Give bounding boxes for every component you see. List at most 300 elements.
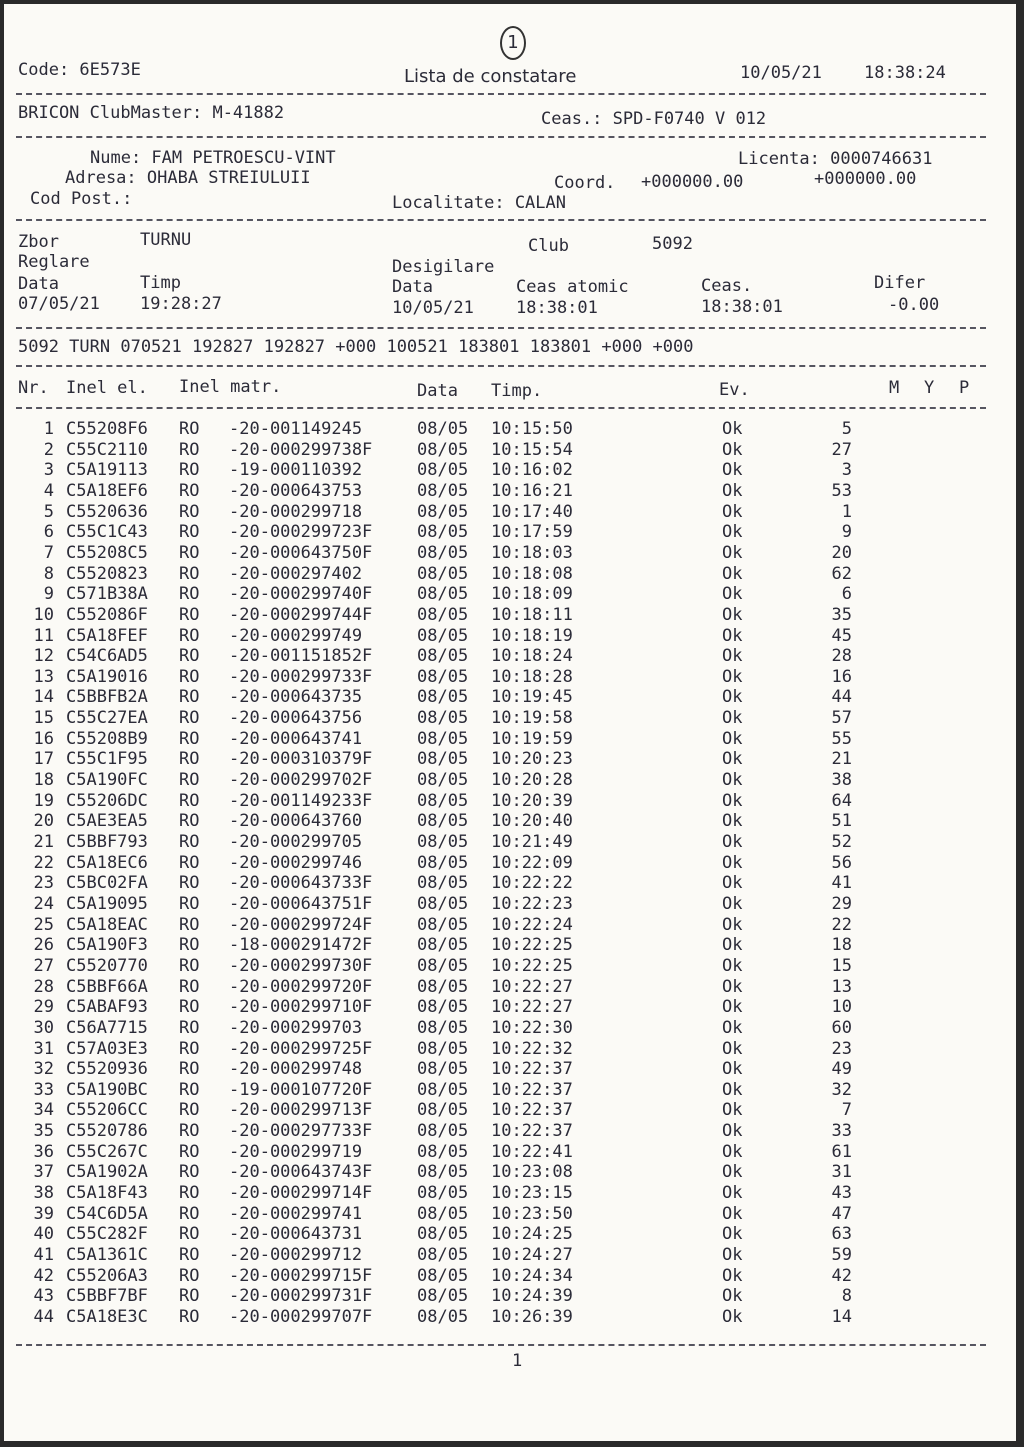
row-time: 10:18:09 <box>491 584 573 605</box>
col-m: M <box>889 378 900 398</box>
row-value: 7 <box>841 1100 852 1121</box>
table-row <box>4 1061 1016 1081</box>
row-date: 08/05 <box>417 914 469 935</box>
table-row <box>4 893 1016 916</box>
row-value: 38 <box>831 770 852 791</box>
row-country: RO <box>179 1183 200 1204</box>
row-time: 10:26:39 <box>491 1306 573 1327</box>
reglare-timp-label: Timp <box>140 273 181 293</box>
row-value: 6 <box>841 584 852 605</box>
row-nr: 30 <box>33 1017 54 1038</box>
row-value: 27 <box>831 439 852 460</box>
row-inel-el: C55208B9 <box>66 728 148 749</box>
row-event: Ok <box>722 914 743 935</box>
row-inel-el: C5BBFB2A <box>66 687 148 708</box>
row-nr: 32 <box>33 1059 54 1080</box>
row-inel-matr: -20-000643733F <box>229 873 373 894</box>
row-value: 59 <box>831 1245 852 1265</box>
row-inel-el: C571B38A <box>66 584 148 605</box>
table-row <box>4 625 1016 648</box>
col-data: Data <box>417 381 458 401</box>
row-event: Ok <box>722 749 743 770</box>
row-event: Ok <box>722 563 743 584</box>
row-inel-matr: -20-000299705 <box>229 832 363 852</box>
row-time: 10:18:03 <box>491 542 573 563</box>
table-row <box>4 501 1016 524</box>
row-inel-el: C55C282F <box>66 1224 148 1245</box>
row-value: 1 <box>841 501 852 522</box>
row-country: RO <box>179 1306 200 1327</box>
row-nr: 16 <box>33 728 54 749</box>
row-time: 10:24:34 <box>491 1265 573 1286</box>
row-value: 15 <box>831 955 852 976</box>
row-inel-el: C5BBF793 <box>66 832 148 852</box>
row-value: 22 <box>831 914 852 935</box>
row-event: Ok <box>722 1286 743 1307</box>
row-event: Ok <box>722 1306 743 1327</box>
row-date: 08/05 <box>417 1183 469 1204</box>
row-nr: 17 <box>33 749 54 770</box>
row-time: 10:16:02 <box>491 460 573 481</box>
row-date: 08/05 <box>417 811 469 832</box>
row-event: Ok <box>722 542 743 563</box>
row-time: 10:18:11 <box>491 604 573 625</box>
row-date: 08/05 <box>417 1162 469 1183</box>
row-value: 14 <box>831 1306 852 1327</box>
row-inel-el: C5A190BC <box>66 1079 148 1100</box>
col-p: P <box>959 378 970 398</box>
row-inel-el: C55206CC <box>66 1100 148 1121</box>
row-date: 08/05 <box>417 749 469 770</box>
row-country: RO <box>179 1121 200 1142</box>
row-nr: 3 <box>43 460 54 481</box>
row-time: 10:18:28 <box>491 666 573 687</box>
coord-y: +000000.00 <box>814 169 917 189</box>
row-nr: 31 <box>33 1038 54 1059</box>
row-country: RO <box>179 439 200 460</box>
row-inel-el: C55206DC <box>66 790 148 811</box>
desig-data-label: Data <box>392 277 433 297</box>
row-country: RO <box>179 832 200 852</box>
row-inel-matr: -20-000299707F <box>229 1306 373 1327</box>
row-nr: 33 <box>33 1079 54 1100</box>
zbor-value: TURNU <box>140 230 192 250</box>
row-inel-matr: -20-000299719 <box>229 1141 363 1162</box>
row-nr: 39 <box>33 1203 54 1224</box>
row-inel-el: C5ABAF93 <box>66 997 148 1018</box>
row-nr: 18 <box>33 770 54 791</box>
header-date: 10/05/21 <box>740 63 822 83</box>
row-country: RO <box>179 1079 200 1100</box>
row-country: RO <box>179 1141 200 1162</box>
row-value: 61 <box>831 1141 852 1162</box>
col-inel-matr: Inel matr. <box>179 377 282 397</box>
page-number: 1 <box>512 1351 523 1371</box>
code-text: Code: 6E573E <box>18 60 141 80</box>
row-date: 08/05 <box>417 522 469 543</box>
row-time: 10:18:24 <box>491 646 573 667</box>
row-time: 10:19:45 <box>491 687 573 708</box>
row-inel-matr: -20-000643743F <box>229 1162 373 1183</box>
row-value: 49 <box>831 1059 852 1080</box>
row-event: Ok <box>722 1265 743 1286</box>
row-time: 10:20:40 <box>491 811 573 832</box>
row-value: 9 <box>841 522 852 543</box>
row-value: 45 <box>831 625 852 646</box>
divider <box>16 219 986 221</box>
row-date: 08/05 <box>417 935 469 956</box>
row-value: 20 <box>831 542 852 563</box>
row-event: Ok <box>722 1121 743 1142</box>
owner-address: Adresa: OHABA STREIULUII <box>65 168 311 188</box>
row-time: 10:22:37 <box>491 1059 573 1080</box>
row-value: 55 <box>831 728 852 749</box>
row-country: RO <box>179 976 200 997</box>
row-inel-matr: -20-000297733F <box>229 1121 373 1142</box>
row-inel-matr: -20-000299749 <box>229 625 363 646</box>
row-inel-el: C55C267C <box>66 1141 148 1162</box>
row-inel-el: C5A18F43 <box>66 1183 148 1204</box>
row-inel-el: C5A190F3 <box>66 935 148 956</box>
row-nr: 27 <box>33 955 54 976</box>
row-value: 35 <box>831 604 852 625</box>
clock-time: 18:38:01 <box>701 297 783 317</box>
table-row <box>4 421 1016 441</box>
table-row <box>4 1038 1016 1061</box>
row-event: Ok <box>722 708 743 729</box>
row-inel-matr: -20-001149245 <box>229 419 363 439</box>
row-inel-el: C55208C5 <box>66 542 148 563</box>
row-inel-el: C5BC02FA <box>66 873 148 894</box>
row-value: 16 <box>831 666 852 687</box>
row-event: Ok <box>722 419 743 439</box>
row-value: 32 <box>831 1079 852 1100</box>
row-date: 08/05 <box>417 480 469 501</box>
row-country: RO <box>179 666 200 687</box>
table-row <box>4 914 1016 937</box>
row-date: 08/05 <box>417 419 469 439</box>
row-nr: 20 <box>33 811 54 832</box>
row-value: 52 <box>831 832 852 852</box>
row-value: 62 <box>831 563 852 584</box>
row-event: Ok <box>722 460 743 481</box>
table-row <box>4 524 1016 544</box>
row-date: 08/05 <box>417 1038 469 1059</box>
row-inel-matr: -20-000299715F <box>229 1265 373 1286</box>
row-time: 10:22:25 <box>491 935 573 956</box>
row-event: Ok <box>722 584 743 605</box>
row-inel-matr: -20-000643750F <box>229 542 373 563</box>
row-date: 08/05 <box>417 460 469 481</box>
row-inel-matr: -20-000643741 <box>229 728 363 749</box>
row-inel-matr: -20-001151852F <box>229 646 373 667</box>
row-inel-matr: -20-000299740F <box>229 584 373 605</box>
row-value: 31 <box>831 1162 852 1183</box>
row-inel-matr: -20-000310379F <box>229 749 373 770</box>
row-nr: 37 <box>33 1162 54 1183</box>
row-time: 10:23:50 <box>491 1203 573 1224</box>
row-time: 10:15:50 <box>491 419 573 439</box>
postcode-label: Cod Post.: <box>30 189 133 209</box>
row-value: 56 <box>831 852 852 873</box>
col-y: Y <box>924 378 935 398</box>
row-event: Ok <box>722 976 743 997</box>
row-nr: 9 <box>43 584 54 605</box>
row-inel-matr: -20-000299738F <box>229 439 373 460</box>
row-inel-el: C5520636 <box>66 501 148 522</box>
document-title: Lista de constatare <box>404 66 577 87</box>
table-row <box>4 834 1016 854</box>
row-nr: 13 <box>33 666 54 687</box>
row-country: RO <box>179 955 200 976</box>
row-nr: 11 <box>33 625 54 646</box>
device-name: BRICON ClubMaster: M-41882 <box>18 103 285 123</box>
handwritten-page-mark: 1 <box>500 26 526 60</box>
row-time: 10:22:37 <box>491 1121 573 1142</box>
row-inel-matr: -20-000299731F <box>229 1286 373 1307</box>
row-inel-matr: -20-000297402 <box>229 563 363 584</box>
row-time: 10:24:39 <box>491 1286 573 1307</box>
row-time: 10:22:24 <box>491 914 573 935</box>
row-time: 10:20:28 <box>491 770 573 791</box>
club-value: 5092 <box>652 234 693 254</box>
row-date: 08/05 <box>417 542 469 563</box>
row-inel-matr: -20-000299748 <box>229 1059 363 1080</box>
row-inel-el: C5A19095 <box>66 893 148 914</box>
row-time: 10:18:19 <box>491 625 573 646</box>
reglare-date: 07/05/21 <box>18 294 100 314</box>
row-inel-matr: -20-000299710F <box>229 997 373 1018</box>
table-row <box>4 999 1016 1019</box>
row-date: 08/05 <box>417 1079 469 1100</box>
row-time: 10:16:21 <box>491 480 573 501</box>
row-nr: 44 <box>33 1306 54 1327</box>
row-date: 08/05 <box>417 728 469 749</box>
row-event: Ok <box>722 728 743 749</box>
row-inel-el: C54C6D5A <box>66 1203 148 1224</box>
ceas-label: Ceas. <box>701 276 753 296</box>
row-inel-el: C5A19113 <box>66 460 148 481</box>
row-inel-el: C5A19016 <box>66 666 148 687</box>
row-value: 23 <box>831 1038 852 1059</box>
row-inel-el: C57A03E3 <box>66 1038 148 1059</box>
row-inel-el: C552086F <box>66 604 148 625</box>
row-nr: 5 <box>43 501 54 522</box>
row-inel-matr: -20-000299746 <box>229 852 363 873</box>
col-inel-el: Inel el. <box>66 378 148 398</box>
table-row <box>4 480 1016 503</box>
row-date: 08/05 <box>417 873 469 894</box>
row-country: RO <box>179 1038 200 1059</box>
row-event: Ok <box>722 790 743 811</box>
row-event: Ok <box>722 1038 743 1059</box>
table-row <box>4 772 1016 792</box>
row-inel-el: C5A18E3C <box>66 1306 148 1327</box>
row-inel-matr: -20-000299744F <box>229 604 373 625</box>
locality: Localitate: CALAN <box>392 193 566 213</box>
row-time: 10:22:32 <box>491 1038 573 1059</box>
row-inel-matr: -20-000299741 <box>229 1203 363 1224</box>
row-time: 10:18:08 <box>491 563 573 584</box>
table-row <box>4 728 1016 751</box>
row-inel-matr: -20-000643731 <box>229 1224 363 1245</box>
row-nr: 42 <box>33 1265 54 1286</box>
row-time: 10:19:58 <box>491 708 573 729</box>
row-event: Ok <box>722 480 743 501</box>
row-event: Ok <box>722 873 743 894</box>
row-event: Ok <box>722 1162 743 1183</box>
club-label: Club <box>528 236 569 256</box>
row-inel-matr: -20-000299724F <box>229 914 373 935</box>
divider <box>16 1344 986 1346</box>
difer-value: -0.00 <box>888 295 940 315</box>
row-country: RO <box>179 770 200 791</box>
desigilare-date: 10/05/21 <box>392 298 474 318</box>
row-inel-matr: -20-000299718 <box>229 501 363 522</box>
table-row <box>4 1306 1016 1329</box>
row-inel-el: C5520823 <box>66 563 148 584</box>
row-date: 08/05 <box>417 1286 469 1307</box>
table-row <box>4 1017 1016 1040</box>
table-row <box>4 586 1016 606</box>
row-nr: 10 <box>33 604 54 625</box>
table-row <box>4 710 1016 730</box>
row-time: 10:22:22 <box>491 873 573 894</box>
row-country: RO <box>179 501 200 522</box>
row-value: 42 <box>831 1265 852 1286</box>
row-nr: 34 <box>33 1100 54 1121</box>
row-inel-el: C5A1902A <box>66 1162 148 1183</box>
row-event: Ok <box>722 1017 743 1038</box>
row-nr: 15 <box>33 708 54 729</box>
zbor-label: Zbor <box>18 232 59 252</box>
divider <box>16 93 986 95</box>
row-inel-matr: -20-000299730F <box>229 955 373 976</box>
table-row <box>4 875 1016 895</box>
row-event: Ok <box>722 1203 743 1224</box>
table-row <box>4 604 1016 627</box>
row-time: 10:22:30 <box>491 1017 573 1038</box>
row-value: 51 <box>831 811 852 832</box>
table-row <box>4 1123 1016 1143</box>
row-inel-matr: -20-000299703 <box>229 1017 363 1038</box>
table-row <box>4 751 1016 771</box>
row-event: Ok <box>722 997 743 1018</box>
row-time: 10:22:27 <box>491 976 573 997</box>
coord-x: +000000.00 <box>641 172 744 192</box>
row-date: 08/05 <box>417 852 469 873</box>
row-value: 29 <box>831 893 852 914</box>
row-country: RO <box>179 1017 200 1038</box>
row-date: 08/05 <box>417 666 469 687</box>
row-nr: 29 <box>33 997 54 1018</box>
row-value: 18 <box>831 935 852 956</box>
row-event: Ok <box>722 1245 743 1265</box>
row-event: Ok <box>722 1141 743 1162</box>
row-country: RO <box>179 687 200 708</box>
atomic-clock-time: 18:38:01 <box>516 298 598 318</box>
row-inel-matr: -20-000643760 <box>229 811 363 832</box>
row-nr: 35 <box>33 1121 54 1142</box>
row-inel-matr: -20-000643751F <box>229 893 373 914</box>
row-inel-matr: -20-000643735 <box>229 687 363 708</box>
row-date: 08/05 <box>417 1100 469 1121</box>
row-event: Ok <box>722 1224 743 1245</box>
table-row <box>4 563 1016 586</box>
row-country: RO <box>179 1203 200 1224</box>
row-value: 60 <box>831 1017 852 1038</box>
row-event: Ok <box>722 832 743 852</box>
row-time: 10:22:27 <box>491 997 573 1018</box>
row-value: 57 <box>831 708 852 729</box>
divider <box>16 136 986 138</box>
row-nr: 28 <box>33 976 54 997</box>
row-time: 10:22:37 <box>491 1079 573 1100</box>
row-country: RO <box>179 749 200 770</box>
table-row <box>4 1203 1016 1226</box>
row-time: 10:19:59 <box>491 728 573 749</box>
row-value: 41 <box>831 873 852 894</box>
row-inel-matr: -20-000643756 <box>229 708 363 729</box>
row-date: 08/05 <box>417 708 469 729</box>
row-inel-el: C55C1F95 <box>66 749 148 770</box>
owner-name: Nume: FAM PETROESCU-VINT <box>90 148 336 168</box>
row-country: RO <box>179 522 200 543</box>
row-country: RO <box>179 1265 200 1286</box>
row-date: 08/05 <box>417 1306 469 1327</box>
row-date: 08/05 <box>417 625 469 646</box>
row-value: 10 <box>831 997 852 1018</box>
row-inel-matr: -20-000299733F <box>229 666 373 687</box>
ceas-atomic-label: Ceas atomic <box>516 277 629 297</box>
table-row <box>4 976 1016 999</box>
row-country: RO <box>179 604 200 625</box>
row-nr: 7 <box>43 542 54 563</box>
table-row <box>4 1265 1016 1288</box>
table-row <box>4 1102 1016 1122</box>
row-inel-el: C5A18EF6 <box>66 480 148 501</box>
row-inel-el: C54C6AD5 <box>66 646 148 667</box>
divider <box>16 327 986 329</box>
row-event: Ok <box>722 625 743 646</box>
row-value: 8 <box>841 1286 852 1307</box>
row-nr: 2 <box>43 439 54 460</box>
col-ev: Ev. <box>719 380 750 400</box>
row-date: 08/05 <box>417 997 469 1018</box>
row-event: Ok <box>722 1079 743 1100</box>
row-nr: 6 <box>43 522 54 543</box>
table-row <box>4 1141 1016 1164</box>
table-row <box>4 790 1016 813</box>
row-inel-el: C5520770 <box>66 955 148 976</box>
row-date: 08/05 <box>417 976 469 997</box>
row-event: Ok <box>722 501 743 522</box>
row-country: RO <box>179 914 200 935</box>
row-country: RO <box>179 625 200 646</box>
row-country: RO <box>179 708 200 729</box>
row-inel-matr: -20-000299712 <box>229 1245 363 1265</box>
row-country: RO <box>179 935 200 956</box>
row-nr: 24 <box>33 893 54 914</box>
row-inel-matr: -20-000299714F <box>229 1183 373 1204</box>
row-date: 08/05 <box>417 604 469 625</box>
row-value: 13 <box>831 976 852 997</box>
row-time: 10:23:08 <box>491 1162 573 1183</box>
row-inel-matr: -20-000643753 <box>229 480 363 501</box>
row-date: 08/05 <box>417 563 469 584</box>
row-event: Ok <box>722 439 743 460</box>
row-inel-el: C56A7715 <box>66 1017 148 1038</box>
